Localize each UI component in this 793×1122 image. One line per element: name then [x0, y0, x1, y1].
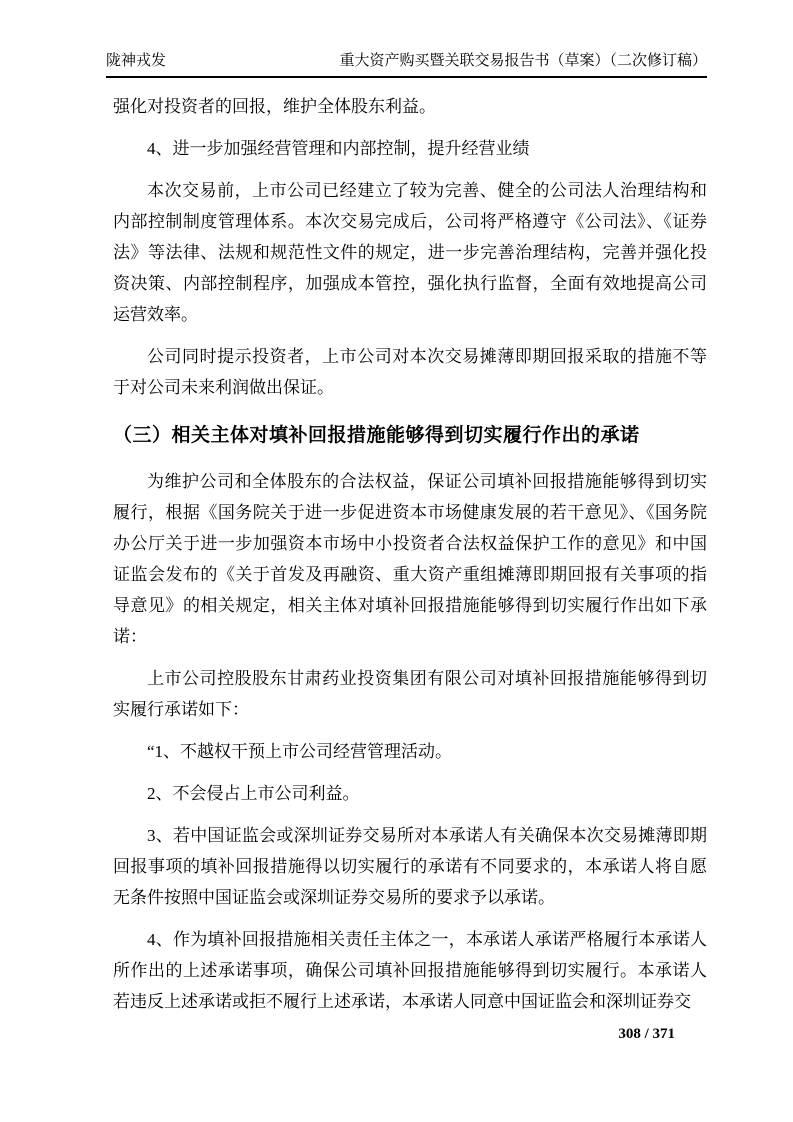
commitment-item-3: 3、若中国证监会或深圳证券交易所对本承诺人有关确保本次交易摊薄即期回报事项的填补回报措施得以切实履行的承诺有不同要求的，本承诺人将自愿无条件按照中国证监会或深圳证券交易所的要求予以承诺。: [113, 826, 707, 907]
paragraph: 为维护公司和全体股东的合法权益，保证公司填补回报措施能够得到切实履行，根据《国务院关于进一步促进资本市场健康发展的若干意见》、《国务院办公厅关于进一步加强资本市场中小投资者合法权益保护工作的意见》和中国证监会发布的《关于首发及再融资、重大资产重组摊薄即期回报有关事项的指导意见》的相关规定，相关主体对填补回报措施能够得到切实履行作出如下承诺：: [113, 472, 707, 646]
paragraph-continuation: 强化对投资者的回报，维护全体股东利益。: [113, 97, 436, 116]
paragraph: 公司同时提示投资者，上市公司对本次交易摊薄即期回报采取的措施不等于对公司未来利润做出保证。: [113, 347, 707, 397]
page-header: [106, 50, 707, 78]
paragraph: 上市公司控股股东甘肃药业投资集团有限公司对填补回报措施能够得到切实履行承诺如下：: [113, 669, 707, 719]
commitment-item-4: 4、作为填补回报措施相关责任主体之一，本承诺人承诺严格履行本承诺人所作出的上述承诺事项，确保公司填补回报措施能够得到切实履行。本承诺人若违反上述承诺或拒不履行上述承诺，本承诺人同意中国证监会和深圳证券交: [113, 930, 707, 1011]
page-number: 308 / 371: [618, 1026, 675, 1042]
paragraph: 本次交易前，上市公司已经建立了较为完善、健全的公司法人治理结构和内部控制制度管理体系。本次交易完成后，公司将严格遵守《公司法》、《证券法》等法律、法规和规范性文件的规定，进一步完善治理结构，完善并强化投资决策、内部控制程序，加强成本管控，强化执行监督，全面有效地提高公司运营效率。: [113, 181, 707, 324]
commitment-item-1: “1、不越权干预上市公司经营管理活动。: [147, 742, 453, 761]
section-heading: （三）相关主体对填补回报措施能够得到切实履行作出的承诺: [113, 425, 640, 446]
commitment-item-2: 2、不会侵占上市公司利益。: [147, 784, 360, 803]
header-doc-short-name: 陇神戎发: [106, 53, 167, 69]
subheading-item-4: 4、进一步加强经营管理和内部控制，提升经营业绩: [147, 139, 530, 158]
header-doc-title: 重大资产购买暨关联交易报告书（草案）（二次修订稿）: [339, 53, 707, 69]
document-body: [113, 80, 707, 1028]
